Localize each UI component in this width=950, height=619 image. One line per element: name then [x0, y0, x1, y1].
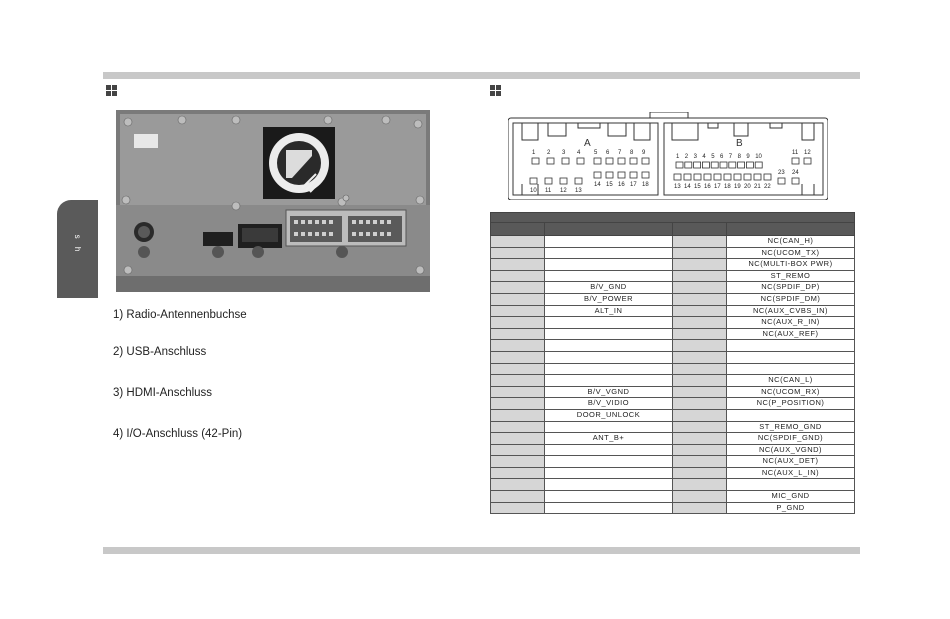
pin-b-cell: [673, 236, 727, 248]
pin-b-cell: [673, 247, 727, 259]
signal-b-cell: MIC_GND: [727, 491, 855, 503]
signal-a-cell: [545, 502, 673, 514]
pin-socket: [674, 174, 681, 180]
signal-b-cell: NC(CAN_H): [727, 236, 855, 248]
connector-label-3: 3) HDMI-Anschluss: [113, 387, 213, 399]
table-row: [491, 236, 855, 248]
pin-socket: [618, 158, 625, 164]
signal-a-cell: [545, 351, 673, 363]
pin-b-cell: [673, 305, 727, 317]
pin-socket: [694, 162, 701, 168]
pin-a-cell: [491, 398, 545, 410]
pin-number: 1: [676, 154, 680, 160]
signal-a-cell: [545, 317, 673, 329]
pin-socket: [729, 162, 736, 168]
signal-b-cell: NC(AUX_R_IN): [727, 317, 855, 329]
table-row: [491, 351, 855, 363]
pin-a-cell: [491, 409, 545, 421]
table-row: [491, 444, 855, 456]
signal-a-cell: [545, 236, 673, 248]
pin-b-cell: [673, 270, 727, 282]
pin-socket: [545, 178, 552, 184]
table-row: [491, 409, 855, 421]
signal-a-cell: [545, 467, 673, 479]
signal-a-cell: [545, 259, 673, 271]
pin-number: 11: [792, 150, 799, 156]
signal-b-cell: NC(AUX_CVBS_IN): [727, 305, 855, 317]
table-row: [491, 491, 855, 503]
table-row: [491, 328, 855, 340]
bottom-divider-bar: [103, 547, 860, 554]
pin-number: 17: [714, 184, 721, 190]
pin-a-cell: [491, 317, 545, 329]
signal-a-cell: [545, 328, 673, 340]
pin-a-cell: [491, 479, 545, 491]
pin-a-cell: [491, 328, 545, 340]
block-a-label: A: [584, 138, 591, 149]
pin-b-cell: [673, 351, 727, 363]
pin-socket: [702, 162, 709, 168]
signal-b-cell: ST_REMO: [727, 270, 855, 282]
pin-a-cell: [491, 433, 545, 445]
pin-number: 9: [746, 154, 750, 160]
pin-b-cell: [673, 328, 727, 340]
signal-a-cell: [545, 421, 673, 433]
side-tab-label: s h: [73, 234, 82, 255]
pin-number: 22: [764, 184, 771, 190]
pin-number: 6: [606, 150, 610, 156]
table-row: [491, 386, 855, 398]
pin-a-cell: [491, 502, 545, 514]
pin-number: 16: [618, 182, 625, 188]
pin-socket: [792, 178, 799, 184]
signal-a-cell: [545, 456, 673, 468]
signal-b-cell: P_GND: [727, 502, 855, 514]
pin-socket: [746, 162, 753, 168]
pin-b-cell: [673, 491, 727, 503]
pin-socket: [720, 162, 727, 168]
pin-socket: [684, 174, 691, 180]
table-row: [491, 502, 855, 514]
signal-b-cell: NC(P_POSITION): [727, 398, 855, 410]
pin-number: 16: [704, 184, 711, 190]
pin-socket: [804, 158, 811, 164]
signal-b-cell: [727, 479, 855, 491]
pin-number: 12: [560, 188, 567, 194]
pin-socket: [685, 162, 692, 168]
pin-a-cell: [491, 282, 545, 294]
signal-b-cell: NC(SPDIF_DM): [727, 293, 855, 305]
pin-socket: [630, 172, 637, 178]
connector-label-1: 1) Radio-Antennenbuchse: [113, 309, 247, 321]
pin-number: 13: [575, 188, 582, 194]
pin-number: 8: [737, 154, 741, 160]
signal-a-cell: ALT_IN: [545, 305, 673, 317]
pin-socket: [594, 158, 601, 164]
pin-a-cell: [491, 444, 545, 456]
pin-a-cell: [491, 491, 545, 503]
pin-b-cell: [673, 340, 727, 352]
signal-b-cell: NC(AUX_L_IN): [727, 467, 855, 479]
pin-number: 2: [684, 154, 689, 160]
table-row: [491, 259, 855, 271]
table-row: [491, 282, 855, 294]
pin-a-cell: [491, 456, 545, 468]
signal-b-cell: NC(UCOM_TX): [727, 247, 855, 259]
pin-a-cell: [491, 351, 545, 363]
pin-socket: [792, 158, 799, 164]
pin-socket: [547, 158, 554, 164]
pin-socket: [704, 174, 711, 180]
pin-number: 7: [728, 154, 733, 160]
pin-socket: [642, 172, 649, 178]
pin-socket: [755, 162, 762, 168]
pin-socket: [618, 172, 625, 178]
pin-a-cell: [491, 293, 545, 305]
pin-a-cell: [491, 421, 545, 433]
pin-a-cell: [491, 259, 545, 271]
pin-number: 20: [744, 184, 751, 190]
pin-socket: [642, 158, 649, 164]
pin-socket: [577, 158, 584, 164]
pin-number: 10: [530, 188, 537, 194]
signal-a-cell: [545, 340, 673, 352]
pin-a-cell: [491, 305, 545, 317]
pin-number: 4: [702, 154, 706, 160]
pin-number: 10: [755, 154, 762, 160]
pin-a-cell: [491, 270, 545, 282]
pin-number: 18: [724, 184, 731, 190]
pin-socket: [530, 178, 537, 184]
pin-number: 3: [693, 154, 697, 160]
signal-a-cell: B/V_VIDIO: [545, 398, 673, 410]
pin-b-cell: [673, 363, 727, 375]
table-row: [491, 317, 855, 329]
table-row: [491, 467, 855, 479]
pin-number: 13: [674, 184, 681, 190]
signal-a-cell: B/V_POWER: [545, 293, 673, 305]
table-row: [491, 433, 855, 445]
signal-a-cell: [545, 363, 673, 375]
pin-number: 12: [804, 150, 811, 156]
pin-b-cell: [673, 398, 727, 410]
pin-socket: [754, 174, 761, 180]
pin-number: 19: [734, 184, 741, 190]
pin-socket: [676, 162, 683, 168]
pin-number: 4: [577, 150, 581, 156]
pin-number: 14: [684, 184, 691, 190]
grid-icon: [490, 85, 501, 96]
pin-number: 3: [562, 150, 566, 156]
grid-icon: [106, 85, 117, 96]
pin-b-cell: [673, 421, 727, 433]
signal-a-cell: DOOR_UNLOCK: [545, 409, 673, 421]
signal-a-cell: [545, 270, 673, 282]
pin-socket: [778, 178, 785, 184]
table-header-band: [491, 213, 855, 223]
signal-b-cell: [727, 340, 855, 352]
table-row: [491, 421, 855, 433]
pin-socket: [630, 158, 637, 164]
pin-socket: [560, 178, 567, 184]
pin-number: 23: [778, 170, 785, 176]
table-row: [491, 270, 855, 282]
pin-number: 24: [792, 170, 799, 176]
rear-panel-photo: [116, 110, 430, 292]
pin-a-cell: [491, 236, 545, 248]
pin-socket: [724, 174, 731, 180]
pin-number: 14: [594, 182, 601, 188]
pin-number: 7: [618, 150, 622, 156]
pin-number: 5: [594, 150, 598, 156]
pin-number: 9: [642, 150, 646, 156]
signal-b-cell: NC(CAN_L): [727, 375, 855, 387]
connector-label-2: 2) USB-Anschluss: [113, 346, 207, 358]
pin-b-cell: [673, 467, 727, 479]
block-b-label: B: [736, 138, 743, 149]
pin-socket: [764, 174, 771, 180]
pin-socket: [714, 174, 721, 180]
signal-a-cell: ANT_B+: [545, 433, 673, 445]
pin-a-cell: [491, 363, 545, 375]
table-row: [491, 375, 855, 387]
pin-socket: [606, 172, 613, 178]
signal-b-cell: ST_REMO_GND: [727, 421, 855, 433]
signal-b-cell: NC(MULTI-BOX PWR): [727, 259, 855, 271]
signal-b-cell: NC(SPDIF_DP): [727, 282, 855, 294]
pin-b-cell: [673, 444, 727, 456]
pin-number: 11: [545, 188, 552, 194]
signal-a-cell: [545, 375, 673, 387]
section-side-tab: [57, 200, 98, 298]
pin-b-cell: [673, 375, 727, 387]
pin-b-cell: [673, 293, 727, 305]
pin-number: 17: [630, 182, 637, 188]
pin-socket: [532, 158, 539, 164]
table-row: [491, 247, 855, 259]
pin-b-cell: [673, 433, 727, 445]
pin-b-cell: [673, 479, 727, 491]
signal-a-cell: [545, 491, 673, 503]
top-divider-bar: [103, 72, 860, 79]
pin-a-cell: [491, 247, 545, 259]
pin-b-cell: [673, 456, 727, 468]
signal-b-cell: [727, 351, 855, 363]
signal-a-cell: [545, 479, 673, 491]
pin-a-cell: [491, 386, 545, 398]
table-row: [491, 363, 855, 375]
connector-label-4: 4) I/O-Anschluss (42-Pin): [113, 428, 243, 440]
table-row: [491, 293, 855, 305]
signal-b-cell: [727, 409, 855, 421]
signal-a-cell: [545, 444, 673, 456]
signal-b-cell: NC(UCOM_RX): [727, 386, 855, 398]
pin-socket: [734, 174, 741, 180]
pin-b-cell: [673, 317, 727, 329]
pin-number: 6: [720, 154, 724, 160]
pin-number: 15: [694, 184, 701, 190]
pin-socket: [606, 158, 613, 164]
pin-socket: [711, 162, 718, 168]
table-row: [491, 479, 855, 491]
pin-socket: [744, 174, 751, 180]
signal-b-cell: NC(AUX_VGND): [727, 444, 855, 456]
connector-pin-diagram: [508, 112, 828, 200]
table-row: [491, 340, 855, 352]
pin-socket: [694, 174, 701, 180]
pin-b-cell: [673, 282, 727, 294]
signal-a-cell: [545, 247, 673, 259]
signal-a-cell: B/V_VGND: [545, 386, 673, 398]
pin-number: 8: [630, 150, 634, 156]
pin-number: 1: [532, 150, 536, 156]
pin-b-cell: [673, 502, 727, 514]
pin-a-cell: [491, 467, 545, 479]
pin-b-cell: [673, 409, 727, 421]
signal-b-cell: NC(SPDIF_GND): [727, 433, 855, 445]
table-row: [491, 456, 855, 468]
pin-socket: [738, 162, 745, 168]
pin-number: 15: [606, 182, 613, 188]
pin-a-cell: [491, 375, 545, 387]
pin-b-cell: [673, 259, 727, 271]
signal-b-cell: NC(AUX_REF): [727, 328, 855, 340]
signal-b-cell: NC(AUX_DET): [727, 456, 855, 468]
pin-a-cell: [491, 340, 545, 352]
pin-b-cell: [673, 386, 727, 398]
signal-a-cell: B/V_GND: [545, 282, 673, 294]
table-row: [491, 305, 855, 317]
table-row: [491, 398, 855, 410]
pin-assignment-table: [490, 212, 855, 514]
pin-number: 21: [754, 184, 761, 190]
pin-socket: [575, 178, 582, 184]
pin-number: 2: [547, 150, 551, 156]
pin-number: 18: [642, 182, 649, 188]
pin-number: 5: [711, 154, 715, 160]
signal-b-cell: [727, 363, 855, 375]
pin-socket: [562, 158, 569, 164]
pin-socket: [594, 172, 601, 178]
